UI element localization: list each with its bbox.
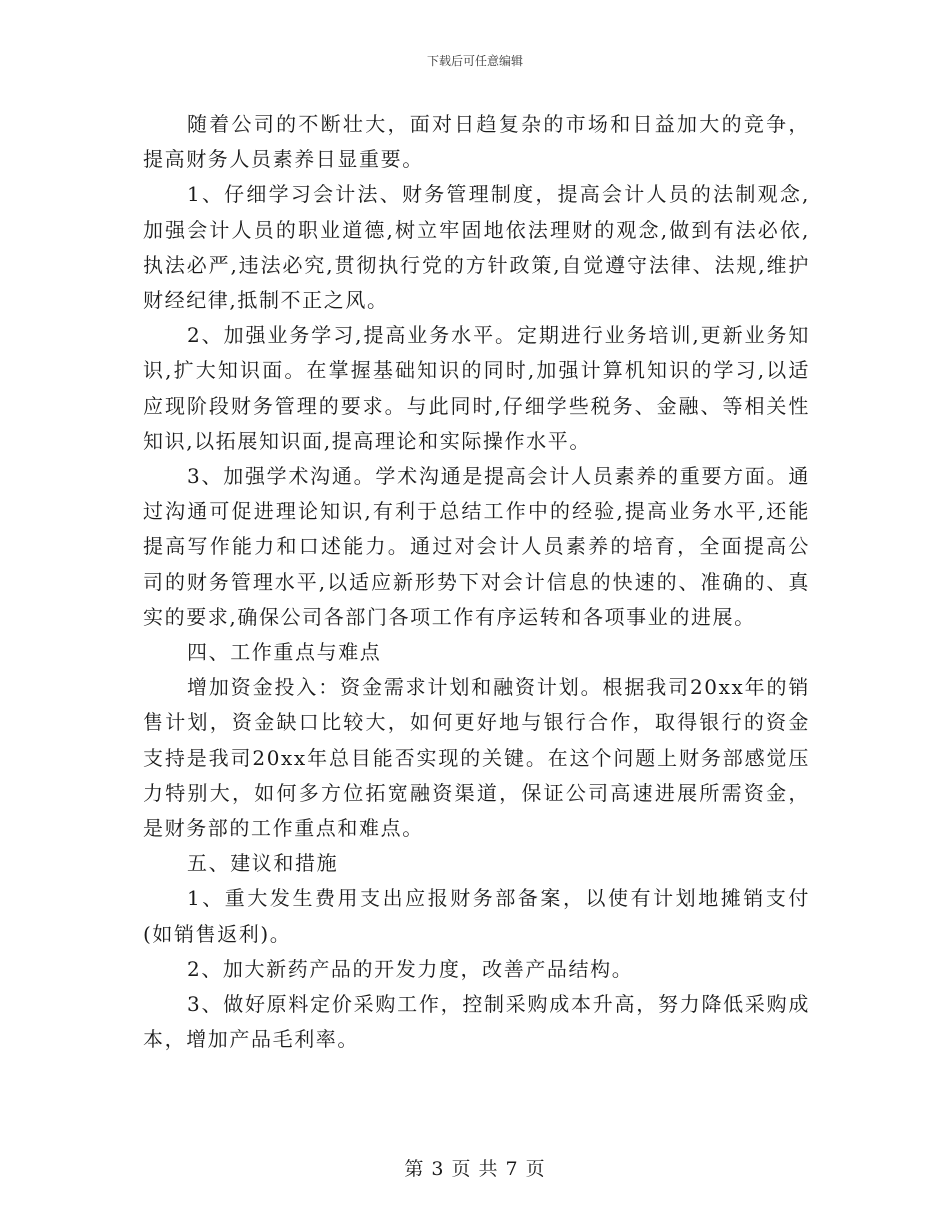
paragraph-funding: 增加资金投入：资金需求计划和融资计划。根据我司20xx年的销售计划，资金缺口比较大，如何更好地与银行合作，取得银行的资金支持是我司20xx年总目能否实现的关键。在这个问题上财务部感觉压力特别大，如何多方位拓宽融资渠道，保证公司高速进展所需资金，是财务部的工作重点和难点。 xyxy=(143,675,810,841)
page-number-footer: 第 3 页 共 7 页 xyxy=(404,1158,546,1180)
paragraph-item-3-academic-exchange: 3、加强学术沟通。学术沟通是提高会计人员素养的重要方面。通过沟通可促进理论知识,有利于总结工作中的经验,提高业务水平,还能提高写作能力和口述能力。通过对会计人员素养的培育，全面提高公司的财务管理水平,以适应新形势下对会计信息的快速的、准确的、真实的要求,确保公司各部门各项工作有序运转和各项事业的进展。 xyxy=(143,464,810,629)
paragraph-suggestion-2: 2、加大新药产品的开发力度，改善产品结构。 xyxy=(187,956,634,981)
paragraph-intro: 随着公司的不断壮大，面对日趋复杂的市场和日益加大的竞争，提高财务人员素养日显重要。 xyxy=(143,112,810,172)
paragraph-suggestion-1: 1、重大发生费用支出应报财务部备案，以使有计划地摊销支付(如销售返利)。 xyxy=(143,886,810,946)
paragraph-item-1-study-law: 1、仔细学习会计法、财务管理制度，提高会计人员的法制观念,加强会计人员的职业道德,树立牢固地依法理财的观念,做到有法必依,执法必严,违法必究,贯彻执行党的方针政策,自觉遵守法律、法规,维护财经纪律,抵制不正之风。 xyxy=(143,182,810,313)
section-heading-5: 五、建议和措施 xyxy=(187,851,339,876)
page-header-note: 下载后可任意编辑 xyxy=(426,54,523,68)
paragraph-item-2-business-study: 2、加强业务学习,提高业务水平。定期进行业务培训,更新业务知识,扩大知识面。在掌握基础知识的同时,加强计算机知识的学习,以适应现阶段财务管理的要求。与此同时,仔细学些税务、金融、等相关性知识,以拓展知识面,提高理论和实际操作水平。 xyxy=(143,323,810,453)
document-body xyxy=(143,107,810,1057)
section-heading-4: 四、工作重点与难点 xyxy=(187,640,382,665)
paragraph-suggestion-3: 3、做好原料定价采购工作，控制采购成本升高，努力降低采购成本，增加产品毛利率。 xyxy=(143,992,810,1052)
